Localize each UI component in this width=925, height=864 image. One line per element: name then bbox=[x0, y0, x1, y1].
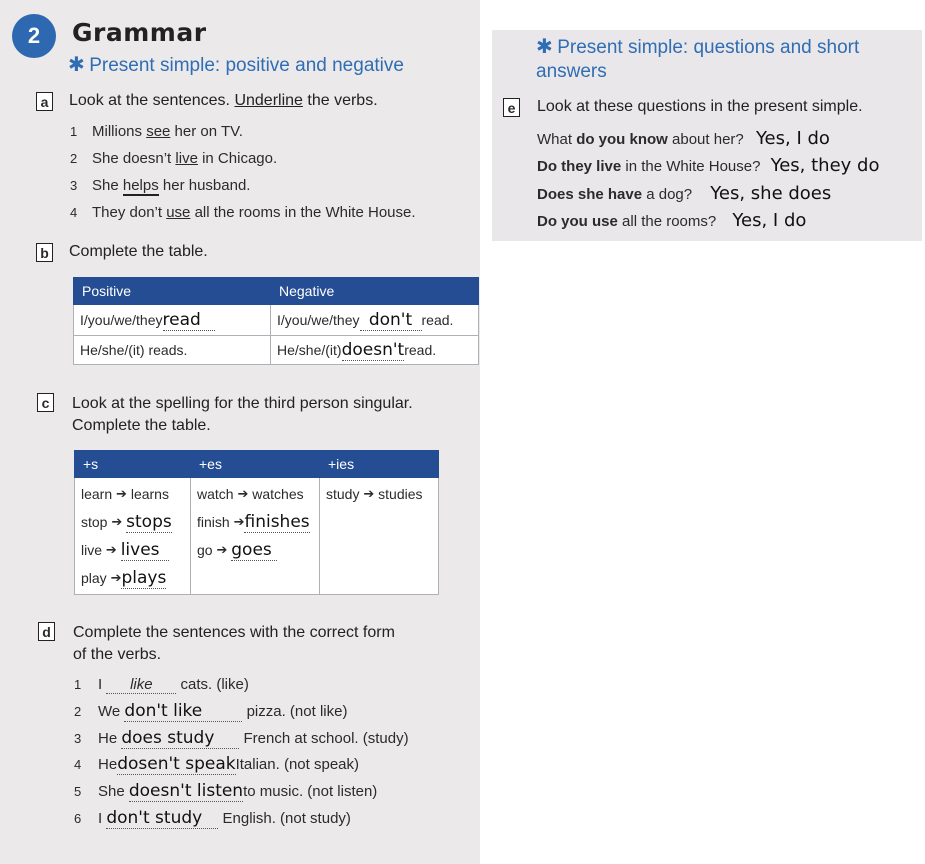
answer-input[interactable]: Yes, I do bbox=[755, 128, 830, 149]
cell-positive-2 bbox=[74, 336, 271, 365]
exercise-e-item-4 bbox=[537, 210, 806, 231]
subtitle-row bbox=[68, 52, 404, 77]
item-text: I bbox=[98, 676, 107, 693]
instr-a-pre: Look at the sentences. bbox=[69, 92, 235, 109]
verb-form: watches bbox=[252, 486, 304, 502]
answer-input[interactable]: like bbox=[106, 676, 176, 694]
exercise-c-table bbox=[74, 450, 439, 595]
answer-input[interactable]: goes bbox=[231, 540, 277, 561]
exercise-d-item-3 bbox=[74, 728, 409, 749]
header-s: +s bbox=[75, 451, 191, 478]
item-text: cats. (like) bbox=[176, 676, 249, 693]
cell-text: I/you/we/they bbox=[80, 312, 163, 328]
item-number: 2 bbox=[70, 151, 78, 166]
verb-form: learns bbox=[130, 486, 169, 502]
answer-input[interactable]: Yes, they do bbox=[770, 155, 880, 176]
instr-c-line2: Complete the table. bbox=[72, 417, 211, 434]
star-icon: ✱ bbox=[536, 36, 553, 58]
column-s bbox=[75, 478, 191, 595]
instr-d-line1: Complete the sentences with the correct form bbox=[73, 624, 395, 641]
item-text: She bbox=[98, 783, 129, 800]
cell-text: I/you/we/they bbox=[277, 312, 360, 328]
item-text: I bbox=[98, 810, 107, 827]
cell-text: read. bbox=[404, 342, 437, 358]
answer-input[interactable]: don't bbox=[360, 310, 422, 331]
question-text: a dog? bbox=[642, 186, 693, 203]
exercise-d-item-2 bbox=[74, 701, 347, 722]
exercise-d-item-6 bbox=[74, 808, 351, 829]
item-text: her on TV. bbox=[170, 123, 243, 140]
exercise-e-letter: e bbox=[503, 98, 520, 117]
cell-negative-1 bbox=[271, 305, 479, 336]
item-number: 3 bbox=[70, 178, 78, 193]
exercise-a-item-2 bbox=[70, 150, 277, 167]
item-text: They don’t bbox=[92, 204, 167, 221]
heading-line2: answers bbox=[536, 61, 607, 82]
cell-negative-2 bbox=[271, 336, 479, 365]
item-number: 4 bbox=[70, 205, 78, 220]
column-es bbox=[191, 478, 320, 595]
arrow-right-icon: ➔ bbox=[110, 570, 122, 585]
header-positive: Positive bbox=[74, 278, 271, 305]
exercise-d-instruction bbox=[73, 622, 395, 666]
item-text: We bbox=[98, 703, 125, 720]
base-verb: finish bbox=[197, 514, 230, 530]
exercise-e-heading bbox=[536, 36, 859, 60]
cell-text: He/she/(it) bbox=[277, 342, 342, 358]
item-text: French at school. (study) bbox=[239, 730, 409, 747]
section-number: 2 bbox=[27, 23, 41, 48]
item-number: 2 bbox=[74, 704, 82, 719]
item-number: 6 bbox=[74, 811, 82, 826]
answer-input[interactable]: don't like bbox=[124, 701, 242, 722]
exercise-a-item-3 bbox=[70, 177, 250, 194]
item-number: 1 bbox=[74, 677, 82, 692]
heading-line1: Present simple: questions and short bbox=[557, 37, 860, 58]
arrow-right-icon: ➔ bbox=[237, 486, 249, 501]
arrow-right-icon: ➔ bbox=[116, 486, 127, 501]
underlined-verb: see bbox=[146, 123, 171, 140]
exercise-a-item-4 bbox=[70, 204, 416, 221]
arrow-right-icon: ➔ bbox=[363, 486, 375, 501]
item-number: 1 bbox=[70, 124, 78, 139]
column-ies bbox=[320, 478, 439, 595]
item-text: English. (not study) bbox=[218, 810, 351, 827]
arrow-right-icon: ➔ bbox=[233, 514, 245, 529]
arrow-right-icon: ➔ bbox=[111, 514, 123, 529]
header-negative: Negative bbox=[271, 278, 479, 305]
answer-input[interactable]: stops bbox=[126, 511, 172, 532]
answer-input[interactable]: dosen't speak bbox=[117, 754, 236, 774]
answer-input[interactable]: Yes, I do bbox=[732, 210, 807, 231]
subtitle: Present simple: positive and negative bbox=[89, 55, 404, 76]
question-text: What bbox=[537, 131, 577, 148]
item-text: He bbox=[98, 756, 118, 773]
exercise-b-instruction: Complete the table. bbox=[69, 243, 208, 260]
exercise-c-instruction bbox=[72, 393, 413, 437]
question-text: all the rooms? bbox=[617, 213, 717, 230]
question-bold: Does she have bbox=[537, 186, 643, 203]
question-bold: do you know bbox=[576, 131, 668, 148]
arrow-right-icon: ➔ bbox=[105, 542, 117, 557]
exercise-d-item-4 bbox=[74, 754, 359, 775]
item-text: pizza. (not like) bbox=[242, 703, 348, 720]
base-verb: play bbox=[81, 570, 107, 586]
item-text: He bbox=[98, 730, 122, 747]
exercise-d-letter: d bbox=[38, 622, 55, 641]
exercise-e-box bbox=[492, 30, 922, 241]
cell-text: read. bbox=[421, 312, 454, 328]
underlined-verb: use bbox=[166, 204, 191, 221]
exercise-d-item-5 bbox=[74, 781, 377, 802]
item-text: her husband. bbox=[158, 177, 251, 194]
item-text: She bbox=[92, 177, 123, 194]
question-bold: Do you use bbox=[537, 213, 618, 230]
base-verb: stop bbox=[81, 514, 108, 530]
arrow-right-icon: ➔ bbox=[216, 542, 228, 557]
answer-input[interactable]: don't study bbox=[106, 808, 218, 829]
answer-input[interactable]: finishes bbox=[244, 511, 310, 532]
exercise-c-letter: c bbox=[37, 393, 54, 412]
answer-input[interactable]: does study bbox=[121, 728, 239, 749]
item-number: 4 bbox=[74, 757, 82, 772]
answer-input[interactable]: doesn't bbox=[341, 339, 405, 360]
instr-a-underline: Underline bbox=[234, 92, 303, 109]
instr-d-line2: of the verbs. bbox=[73, 646, 162, 663]
exercise-e-instruction: Look at these questions in the present simple. bbox=[537, 98, 863, 115]
item-text: to music. (not listen) bbox=[243, 783, 378, 800]
base-verb: study bbox=[326, 486, 360, 502]
exercise-d-item-1 bbox=[74, 676, 249, 694]
underlined-verb: helps bbox=[122, 177, 159, 194]
page-title: Grammar bbox=[72, 18, 207, 47]
question-text: about her? bbox=[667, 131, 744, 148]
base-verb: live bbox=[81, 542, 103, 558]
item-text: in Chicago. bbox=[197, 150, 278, 167]
cell-text: He/she/(it) reads. bbox=[80, 342, 188, 358]
instr-c-line1: Look at the spelling for the third person singular. bbox=[72, 395, 413, 412]
exercise-b-letter: b bbox=[36, 243, 53, 262]
section-number-badge bbox=[12, 14, 56, 58]
exercise-b-table bbox=[73, 277, 479, 365]
answer-input[interactable]: doesn't listen bbox=[128, 781, 244, 801]
header-es: +es bbox=[191, 451, 320, 478]
exercise-a-letter: a bbox=[36, 92, 53, 111]
answer-input[interactable]: Yes, she does bbox=[710, 183, 832, 204]
item-number: 5 bbox=[74, 784, 82, 799]
exercise-a-item-1 bbox=[70, 123, 243, 140]
answer-input[interactable]: lives bbox=[121, 540, 169, 561]
exercise-e-item-3 bbox=[537, 183, 831, 204]
answer-input[interactable]: read bbox=[163, 310, 215, 331]
question-text: in the White House? bbox=[621, 158, 761, 175]
exercise-e-item-2 bbox=[537, 155, 879, 176]
answer-input[interactable]: plays bbox=[121, 567, 167, 588]
question-bold: Do they live bbox=[537, 158, 622, 175]
item-text: all the rooms in the White House. bbox=[190, 204, 416, 221]
exercise-a-instruction bbox=[69, 92, 378, 110]
star-icon: ✱ bbox=[68, 54, 85, 76]
exercise-e-item-1 bbox=[537, 128, 830, 149]
base-verb: learn bbox=[81, 486, 113, 502]
header-ies: +ies bbox=[320, 451, 439, 478]
instr-a-post: the verbs. bbox=[302, 92, 378, 109]
item-text: She doesn’t bbox=[92, 150, 176, 167]
verb-form: studies bbox=[378, 486, 423, 502]
item-text: Millions bbox=[92, 123, 147, 140]
cell-positive-1 bbox=[74, 305, 271, 336]
underlined-verb: live bbox=[175, 150, 198, 167]
base-verb: go bbox=[197, 542, 213, 558]
base-verb: watch bbox=[197, 486, 234, 502]
item-number: 3 bbox=[74, 731, 82, 746]
item-text: Italian. (not speak) bbox=[235, 756, 359, 773]
